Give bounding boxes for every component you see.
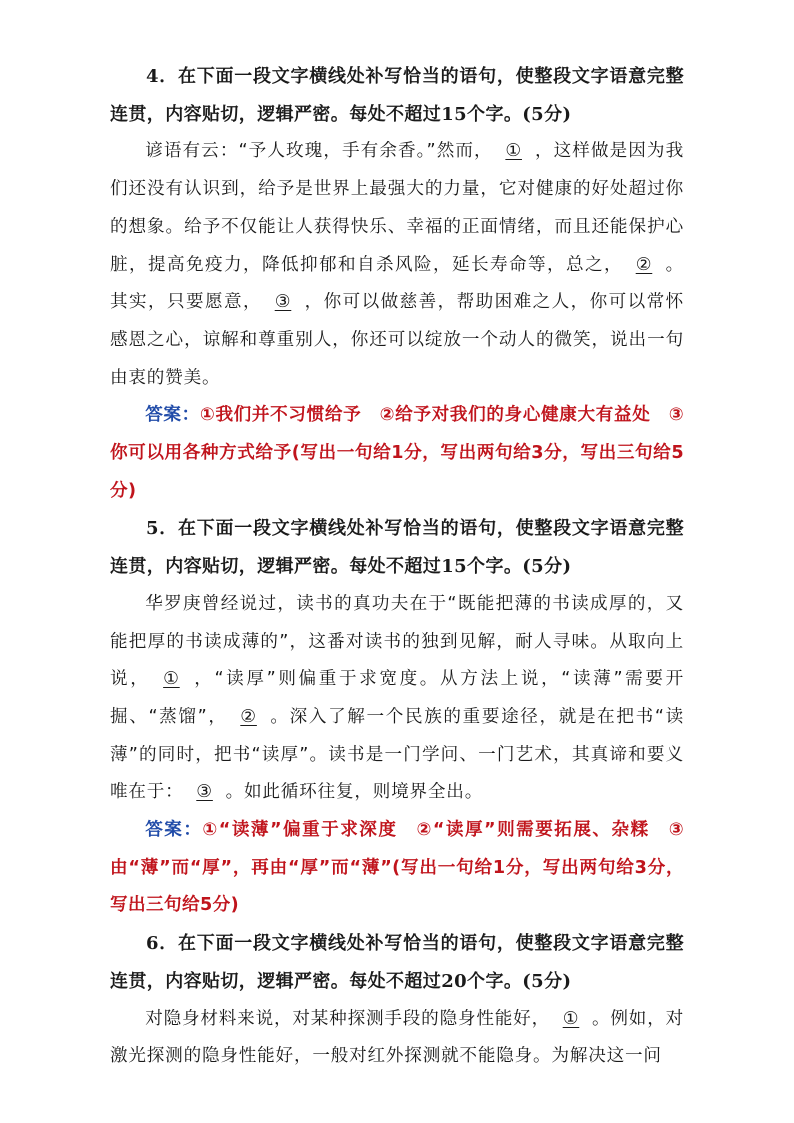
passage-text: ，你可以做慈善，帮助困难之人，你可以常怀感恩之心，谅解和尊重别人，你还可以绽放一个动人的微笑，说出一句由衷的赞美。 — [110, 292, 684, 388]
passage-text: ，这样做是因为我们还没有认识到，给予是世界上最强大的力量，它对健康的好处超过你的想象。给予不仅能让人获得快乐、幸福的正面情绪，而且还能保护心脏，提高免疫力，降低抑郁和自杀风险，延长寿命等，总之， — [110, 141, 684, 275]
question-6-prompt: 6．在下面一段文字横线处补写恰当的语句，使整段文字语意完整连贯，内容贴切，逻辑严密。每处不超过20个字。(5分) — [110, 933, 684, 992]
blank-2: ② — [240, 706, 257, 727]
question-5-answer — [110, 812, 684, 925]
question-4-prompt: 4．在下面一段文字横线处补写恰当的语句，使整段文字语意完整连贯，内容贴切，逻辑严密。每处不超过15个字。(5分) — [110, 66, 684, 125]
answer-label: 答案： — [145, 820, 203, 841]
blank-3: ③ — [274, 292, 292, 313]
passage-text: 对隐身材料来说，对某种探测手段的隐身性能好， — [145, 1008, 550, 1029]
blank-3: ③ — [196, 782, 213, 803]
passage-text: 。如此循环往复，则境界全出。 — [225, 782, 484, 803]
question-6-passage — [110, 1001, 684, 1076]
passage-text: ，“读厚”则偏重于求宽度。从方法上说，“读薄”需要开掘、“蒸馏”， — [110, 669, 684, 727]
question-4-answer — [110, 397, 684, 510]
passage-text: 。例如，对激光探测的隐身性能好，一般对红外探测就不能隐身。为解决这一问 — [110, 1008, 684, 1067]
question-5-passage — [110, 586, 684, 812]
blank-1: ① — [505, 141, 522, 162]
passage-text: 谚语有云：“予人玫瑰，手有余香。”然而， — [145, 141, 493, 162]
question-5-prompt: 5．在下面一段文字横线处补写恰当的语句，使整段文字语意完整连贯，内容贴切，逻辑严密。每处不超过15个字。(5分) — [110, 518, 684, 578]
blank-1: ① — [163, 669, 180, 690]
answer-text: ①“读薄”偏重于求深度 ②“读厚”则需要拓展、杂糅 ③由“薄”而“厚”，再由“厚”而“薄”(写出一句给1分，写出两句给3分，写出三句给5分) — [110, 820, 684, 916]
question-4-passage — [110, 133, 684, 397]
passage-text: 华罗庚曾经说过，读书的真功夫在于“既能把薄的书读成厚的，又能把厚的书读成薄的”，这番对读书的独到见解，耐人寻味。从取向上说， — [110, 593, 684, 690]
answer-label: 答案： — [145, 405, 200, 426]
document-page — [110, 58, 684, 1076]
passage-text: 。其实，只要愿意， — [110, 254, 684, 313]
blank-2: ② — [635, 254, 653, 275]
passage-text: 。深入了解一个民族的重要途径，就是在把书“读薄”的同时，把书“读厚”。读书是一门学问、一门艺术，其真谛和要义唯在于： — [110, 706, 684, 803]
blank-1: ① — [562, 1008, 580, 1029]
answer-text: ①我们并不习惯给予 ②给予对我们的身心健康大有益处 ③你可以用各种方式给予(写出一句给1分，写出两句给3分，写出三句给5分) — [110, 405, 684, 501]
